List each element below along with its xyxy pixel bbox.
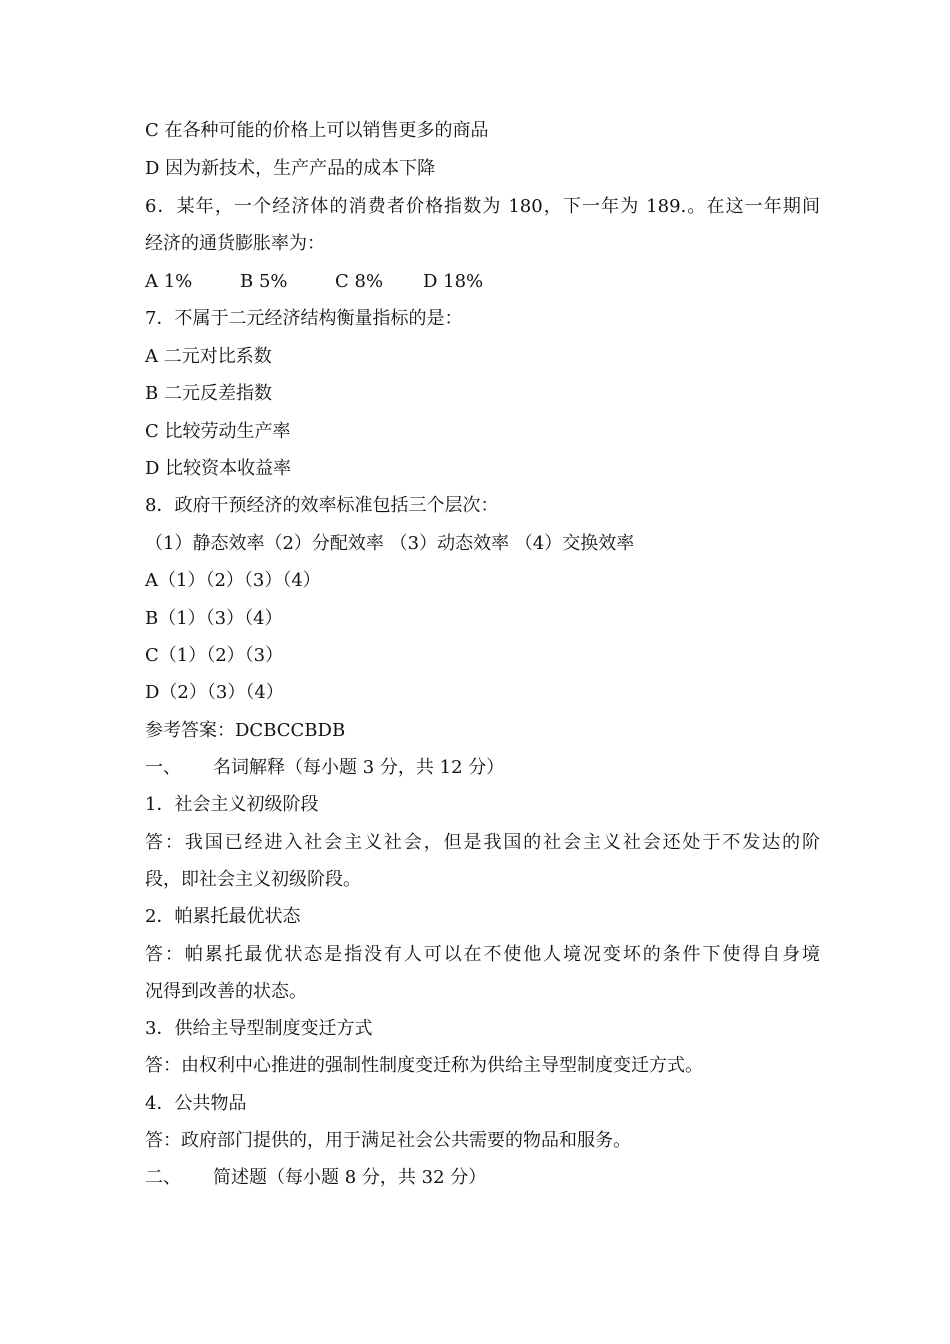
q6-options: [145, 270, 820, 294]
q5-option-d: D 因为新技术，生产产品的成本下降: [145, 158, 436, 179]
q8-option-b: B（1）（3）（4）: [145, 608, 283, 629]
q7-stem: 7．不属于二元经济结构衡量指标的是：: [145, 308, 463, 329]
q6-stem-line1: 6．某年，一个经济体的消费者价格指数为 180，下一年为 189.。在这一年期间: [145, 196, 820, 217]
section1-title: 名词解释（每小题 3 分，共 12 分）: [213, 757, 505, 778]
term-4: 4．公共物品: [145, 1093, 247, 1114]
section1-heading: [145, 756, 820, 780]
term-1-answer-line1: 答：我国已经进入社会主义社会，但是我国的社会主义社会还处于不发达的阶: [145, 832, 820, 853]
q8-levels: （1）静态效率（2）分配效率 （3）动态效率 （4）交换效率: [145, 533, 635, 554]
term-2-answer-line2: 况得到改善的状态。: [145, 981, 307, 1002]
term-1-answer-line2: 段，即社会主义初级阶段。: [145, 869, 361, 890]
term-2: 2．帕累托最优状态: [145, 906, 301, 927]
term-4-answer: 答：政府部门提供的，用于满足社会公共需要的物品和服务。: [145, 1130, 631, 1151]
q6-option-a: A 1%: [145, 271, 193, 292]
section2-heading: [145, 1166, 820, 1190]
q7-option-a: A 二元对比系数: [145, 346, 272, 367]
q6-option-d: D 18%: [423, 271, 484, 292]
answer-key: 参考答案：DCBCCBDB: [145, 720, 346, 741]
section2-number: 二、: [145, 1167, 181, 1188]
q6-option-b: B 5%: [240, 271, 288, 292]
q6-option-c: C 8%: [335, 271, 384, 292]
q7-option-c: C 比较劳动生产率: [145, 421, 291, 442]
q8-option-c: C（1）（2）（3）: [145, 645, 284, 666]
term-3-answer: 答：由权利中心推进的强制性制度变迁称为供给主导型制度变迁方式。: [145, 1055, 703, 1076]
q7-option-b: B 二元反差指数: [145, 383, 272, 404]
q8-option-d: D（2）（3）（4）: [145, 682, 284, 703]
q6-stem-line2: 经济的通货膨胀率为：: [145, 233, 325, 254]
section1-number: 一、: [145, 757, 181, 778]
q8-stem: 8．政府干预经济的效率标准包括三个层次：: [145, 495, 499, 516]
term-1: 1．社会主义初级阶段: [145, 794, 319, 815]
q7-option-d: D 比较资本收益率: [145, 458, 292, 479]
q5-option-c: C 在各种可能的价格上可以销售更多的商品: [145, 120, 489, 141]
term-2-answer-line1: 答：帕累托最优状态是指没有人可以在不使他人境况变坏的条件下使得自身境: [145, 944, 820, 965]
q8-option-a: A（1）（2）（3）（4）: [145, 570, 321, 591]
term-3: 3．供给主导型制度变迁方式: [145, 1018, 373, 1039]
section2-title: 简述题（每小题 8 分，共 32 分）: [213, 1167, 487, 1188]
